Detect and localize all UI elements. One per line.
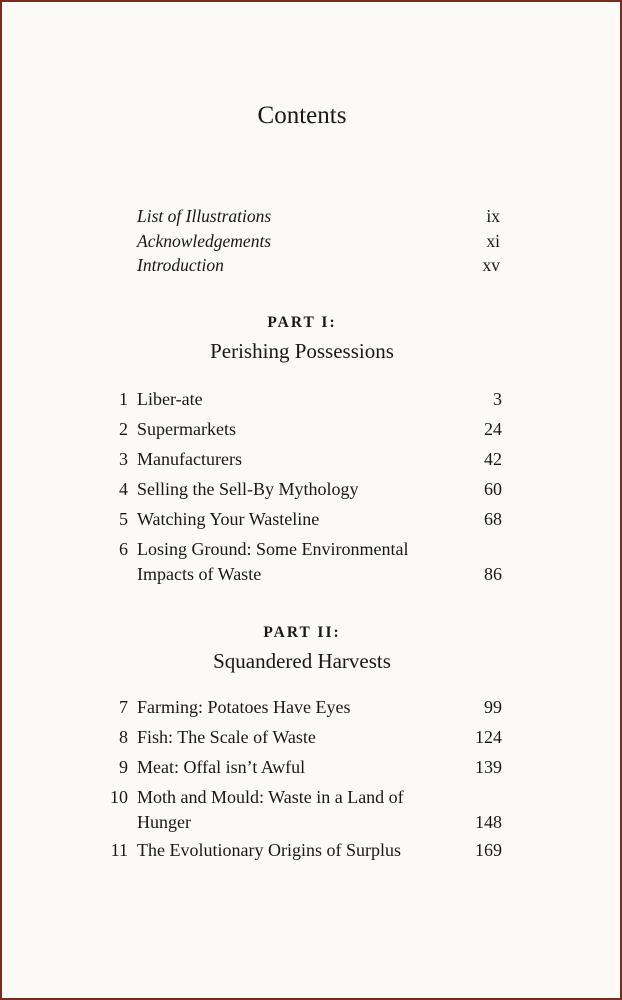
chapter-row	[102, 477, 502, 507]
part-2-title: Squandered Harvests	[213, 649, 391, 673]
chapter-title: Supermarkets	[137, 419, 236, 439]
chapter-number: 6	[119, 539, 128, 559]
chapter-row	[102, 725, 502, 755]
chapter-row	[102, 838, 502, 868]
front-matter-page: ix	[486, 206, 500, 226]
chapter-title: Losing Ground: Some Environmental Impacts of Waste	[137, 539, 409, 584]
chapter-page: 3	[493, 389, 502, 409]
front-matter-list	[137, 204, 500, 278]
chapter-page: 42	[484, 449, 502, 469]
part-1-label: PART I:	[267, 314, 337, 331]
chapter-title: Farming: Potatoes Have Eyes	[137, 697, 351, 717]
chapter-title: Selling the Sell-By Mythology	[137, 479, 359, 499]
chapter-row	[102, 755, 502, 785]
part-2-label: PART II:	[263, 624, 341, 641]
chapter-number: 5	[119, 509, 128, 529]
part-1-chapters	[102, 387, 502, 589]
chapter-number: 1	[119, 389, 128, 409]
chapter-number: 4	[119, 479, 128, 499]
front-matter-label: Acknowledgements	[137, 230, 272, 251]
chapter-title: Watching Your Wasteline	[137, 509, 320, 529]
chapter-page: 169	[475, 840, 502, 860]
front-matter-page: xv	[482, 255, 500, 275]
chapter-page: 86	[484, 564, 502, 584]
front-matter-label: Introduction	[137, 255, 224, 275]
chapter-page: 148	[475, 812, 502, 832]
chapter-title: Moth and Mould: Waste in a Land of Hunger	[137, 787, 404, 832]
chapter-page: 60	[484, 479, 502, 499]
chapter-page: 124	[475, 727, 502, 747]
part-1-title: Perishing Possessions	[210, 339, 394, 363]
front-matter-item	[137, 253, 500, 278]
chapter-page: 139	[475, 757, 502, 777]
chapter-number: 7	[119, 697, 128, 717]
chapter-title: The Evolutionary Origins of Surplus	[137, 840, 401, 860]
chapter-number: 8	[119, 727, 128, 747]
page-title: Contents	[257, 102, 347, 129]
front-matter-item	[137, 204, 500, 229]
chapter-row	[102, 507, 502, 537]
front-matter-item	[137, 229, 500, 254]
chapter-title: Liber-ate	[137, 389, 203, 409]
front-matter-label: List of Illustrations	[137, 206, 272, 226]
chapter-title: Fish: The Scale of Waste	[137, 727, 316, 747]
chapter-number: 11	[110, 840, 128, 860]
chapter-number: 9	[119, 757, 128, 777]
chapter-row	[102, 785, 502, 838]
chapter-title: Manufacturers	[137, 449, 242, 469]
chapter-page: 24	[484, 419, 502, 439]
chapter-number: 2	[119, 419, 128, 439]
chapter-number: 10	[110, 787, 128, 807]
chapter-row	[102, 417, 502, 447]
chapter-page: 68	[484, 509, 502, 529]
chapter-title: Meat: Offal isn’t Awful	[137, 757, 306, 777]
part-2-chapters	[102, 695, 502, 868]
book-page	[2, 2, 620, 998]
chapter-number: 3	[119, 449, 128, 469]
chapter-page: 99	[484, 697, 502, 717]
chapter-row	[102, 387, 502, 417]
chapter-row	[102, 695, 502, 725]
chapter-row	[102, 447, 502, 477]
chapter-row	[102, 537, 502, 589]
front-matter-page: xi	[486, 230, 500, 251]
